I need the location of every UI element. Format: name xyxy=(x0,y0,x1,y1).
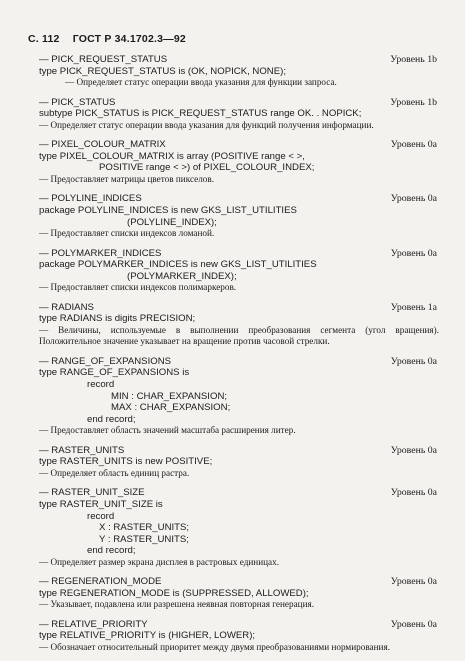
entry-description: — Обозначает относительный приоритет между двумя преобразованиями нормирования. xyxy=(39,642,390,653)
entry-title: — PICK_STATUS Уровень 1b xyxy=(39,96,437,108)
code-line: (POLYMARKER_INDEX); xyxy=(127,270,237,282)
entry-regeneration-mode xyxy=(39,576,439,611)
code-line: type PIXEL_COLOUR_MATRIX is array (POSITIVE range < >, xyxy=(39,150,305,162)
entry-title: — PICK_REQUEST_STATUS Уровень 1b xyxy=(39,54,437,65)
code-line: package POLYMARKER_INDICES is new GKS_LIST_UTILITIES xyxy=(39,259,317,271)
level-label: Уровень 0а xyxy=(390,444,437,456)
level-label: Уровень 0а xyxy=(390,618,437,630)
code-line: record xyxy=(87,510,115,522)
entry-range-of-expansions xyxy=(39,356,439,437)
code-line: POSITIVE range < >) of PIXEL_COLOUR_INDEX; xyxy=(99,162,315,174)
code-line: type REGENERATION_MODE is (SUPPRESSED, ALLOWED); xyxy=(39,587,309,599)
entry-description: — Указывает, подавлена или разрешена неявная повторная генерация. xyxy=(39,599,315,610)
entry-description: — Определяет статус операции ввода указания для функции запроса. xyxy=(65,77,337,88)
code-line: MAX : CHAR_EXPANSION; xyxy=(111,402,231,414)
page-number: С. 112 xyxy=(28,33,60,45)
entry-title: — REGENERATION_MODE Уровень 0а xyxy=(39,576,437,588)
entry-pick-status xyxy=(39,97,439,132)
entry-pick-request-status xyxy=(39,54,439,89)
entry-title: — POLYLINE_INDICES Уровень 0а xyxy=(39,193,437,205)
entry-raster-units xyxy=(39,445,439,480)
code-line: Y : RASTER_UNITS; xyxy=(99,533,189,545)
type-definitions xyxy=(39,54,439,661)
level-label: Уровень 1b xyxy=(390,96,437,108)
level-label: Уровень 1а xyxy=(390,301,437,313)
code-line: record xyxy=(87,378,115,390)
level-label: Уровень 0а xyxy=(390,355,437,367)
entry-description: — Предоставляет область значений масштаба расширения литер. xyxy=(39,425,296,436)
entry-polyline-indices xyxy=(39,193,439,239)
entry-description: — Величины, используемые в выполнении преобразования сегмента (угол вращения). Положительное значение указывает на вращение против часовой стрелки. xyxy=(39,324,439,347)
code-line: type RADIANS is digits PRECISION; xyxy=(39,313,196,325)
entry-title: — RADIANS Уровень 1а xyxy=(39,301,437,313)
entry-description: — Определяет статус операции ввода указания для функций получения информации. xyxy=(39,119,374,130)
code-line: type PICK_REQUEST_STATUS is (OK, NOPICK, NONE); xyxy=(39,65,286,77)
level-label: Уровень 0а xyxy=(390,576,437,588)
level-label: Уровень 0а xyxy=(390,487,437,499)
code-line: subtype PICK_STATUS is PICK_REQUEST_STATUS range OK. . NOPICK; xyxy=(39,108,362,120)
entry-description: — Предоставляет списки индексов полимаркеров. xyxy=(39,282,237,293)
entry-title: — PIXEL_COLOUR_MATRIX Уровень 0а xyxy=(39,139,437,151)
entry-title: — RASTER_UNIT_SIZE Уровень 0а xyxy=(39,487,437,499)
entry-radians xyxy=(39,302,439,348)
entry-description: — Предоставляет матрицы цветов пикселов. xyxy=(39,173,215,184)
code-line: (POLYLINE_INDEX); xyxy=(127,216,217,228)
code-line: MIN : CHAR_EXPANSION; xyxy=(111,390,228,402)
entry-description: — Предоставляет списки индексов ломаной. xyxy=(39,228,215,239)
entry-title: — RASTER_UNITS Уровень 0а xyxy=(39,444,437,456)
code-line: type RELATIVE_PRIORITY is (HIGHER, LOWER); xyxy=(39,630,256,642)
level-label: Уровень 0а xyxy=(390,247,437,259)
entry-raster-unit-size xyxy=(39,487,439,568)
entry-polymarker-indices xyxy=(39,248,439,294)
code-line: end record; xyxy=(87,413,136,425)
page-header xyxy=(28,33,186,45)
entry-title: — POLYMARKER_INDICES Уровень 0а xyxy=(39,247,437,259)
code-line: end record; xyxy=(87,545,136,557)
entry-pixel-colour-matrix xyxy=(39,139,439,185)
level-label: Уровень 0а xyxy=(390,139,437,151)
entry-relative-priority xyxy=(39,619,439,654)
entry-title: — RANGE_OF_EXPANSIONS Уровень 0а xyxy=(39,355,437,367)
entry-description: — Определяет область единиц растра. xyxy=(39,467,190,478)
entry-title: — RELATIVE_PRIORITY Уровень 0а xyxy=(39,618,437,630)
entry-description: — Определяет размер экрана дисплея в растровых единицах. xyxy=(39,556,280,567)
code-line: package POLYLINE_INDICES is new GKS_LIST_UTILITIES xyxy=(39,204,297,216)
code-line: X : RASTER_UNITS; xyxy=(99,522,190,534)
standard-title: ГОСТ Р 34.1702.3—92 xyxy=(72,33,186,45)
code-line: type RASTER_UNIT_SIZE is xyxy=(39,498,163,510)
code-line: type RASTER_UNITS is new POSITIVE; xyxy=(39,456,213,468)
level-label: Уровень 1b xyxy=(390,54,437,65)
code-line: type RANGE_OF_EXPANSIONS is xyxy=(39,367,190,379)
level-label: Уровень 0а xyxy=(390,193,437,205)
